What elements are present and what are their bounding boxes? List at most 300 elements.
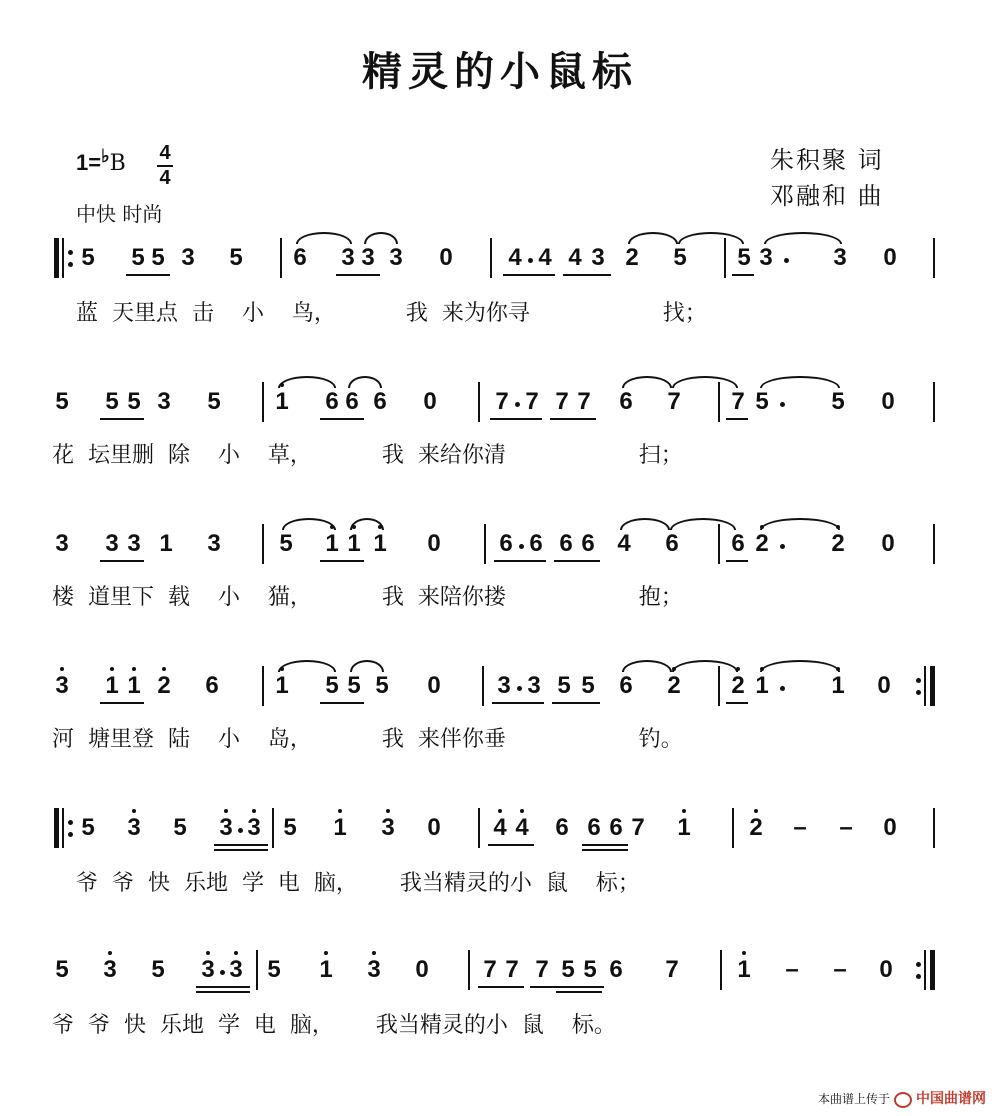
note-digit: 5: [561, 956, 575, 983]
note-digit: 0: [879, 956, 893, 983]
footer-watermark: [818, 1088, 986, 1108]
tie-slur: [364, 232, 398, 244]
tie-slur: [622, 376, 672, 388]
lyric-line-5: 爷 爷 快 乐地 学 电 脑， 我当精灵的小 鼠 标；: [76, 871, 640, 896]
high-octave-dot: [132, 809, 136, 813]
note-digit: 3: [247, 814, 261, 841]
note-digit: 6: [325, 388, 339, 415]
note: [170, 814, 190, 842]
note: [876, 956, 896, 984]
note-digit: 6: [609, 814, 623, 841]
note: [522, 388, 542, 416]
note-digit: 5: [831, 388, 845, 415]
note: [156, 530, 176, 558]
barline: [720, 950, 722, 990]
note-digit: 3: [201, 956, 215, 983]
tie-slur: [282, 518, 336, 530]
note-digit: 6: [345, 388, 359, 415]
note: [878, 388, 898, 416]
note: [342, 388, 362, 416]
lyric-line-3: 楼 道里下 载 小 猫， 我 来陪你搂 抱；: [52, 585, 683, 610]
note: [616, 672, 636, 700]
augmentation-dot: [780, 544, 785, 549]
note-digit: 6: [499, 530, 513, 557]
note-digit: 7: [483, 956, 497, 983]
high-octave-dot: [498, 809, 502, 813]
note: [128, 244, 148, 272]
note-digit: 7: [525, 388, 539, 415]
note-digit: 1: [325, 530, 339, 557]
composer-credit: 邓融和 曲: [770, 182, 884, 210]
note: [272, 388, 292, 416]
note-digit: 6: [373, 388, 387, 415]
note: [578, 672, 598, 700]
note: [578, 530, 598, 558]
note: [78, 244, 98, 272]
note-digit: 5: [557, 672, 571, 699]
augmentation-dot: [517, 686, 522, 691]
note: [492, 388, 512, 416]
note-digit: 1: [737, 956, 751, 983]
note: [574, 388, 594, 416]
note: [370, 388, 390, 416]
note-digit: 0: [881, 530, 895, 557]
note-digit: 2: [831, 530, 845, 557]
note-digit: 3: [105, 530, 119, 557]
note-digit: 4: [515, 814, 529, 841]
note-digit: 6: [619, 388, 633, 415]
note: [226, 244, 246, 272]
note-digit: 4: [538, 244, 552, 271]
tie-slur: [350, 518, 384, 530]
flat-sign: ♭: [101, 146, 110, 166]
note-digit: 7: [731, 388, 745, 415]
note-digit: 2: [625, 244, 639, 271]
note-digit: 3: [833, 244, 847, 271]
note: [344, 672, 364, 700]
note: [622, 244, 642, 272]
note-digit: 4: [617, 530, 631, 557]
high-octave-dot: [520, 809, 524, 813]
note: [664, 672, 684, 700]
note: [322, 530, 342, 558]
note-digit: –: [785, 956, 799, 983]
note-digit: 3: [497, 672, 511, 699]
note-digit: 7: [577, 388, 591, 415]
augmentation-dot: [238, 828, 243, 833]
note: [526, 530, 546, 558]
note-digit: 3: [219, 814, 233, 841]
note: [728, 530, 748, 558]
note: [880, 244, 900, 272]
note-digit: –: [833, 956, 847, 983]
note: [664, 388, 684, 416]
time-signature: [157, 143, 173, 189]
note-digit: 2: [157, 672, 171, 699]
note-digit: 0: [423, 388, 437, 415]
note: [102, 672, 122, 700]
note: [276, 530, 296, 558]
note: [124, 388, 144, 416]
note-digit: 2: [749, 814, 763, 841]
note-digit: 4: [493, 814, 507, 841]
barline: [484, 524, 486, 564]
high-octave-dot: [682, 809, 686, 813]
note: [420, 388, 440, 416]
note: [204, 530, 224, 558]
augmentation-dot: [780, 686, 785, 691]
note-digit: 6: [609, 956, 623, 983]
note-digit: 1: [333, 814, 347, 841]
barline: [718, 524, 720, 564]
note-digit: 0: [427, 672, 441, 699]
tie-slur: [672, 376, 738, 388]
note-digit: 1: [275, 672, 289, 699]
note: [124, 672, 144, 700]
note: [836, 814, 856, 842]
note: [752, 672, 772, 700]
note: [124, 530, 144, 558]
note: [244, 814, 264, 842]
lyric-line-4: 河 塘里登 陆 小 岛， 我 来伴你垂 钓。: [52, 727, 683, 752]
high-octave-dot: [132, 667, 136, 671]
high-octave-dot: [754, 809, 758, 813]
tempo-marking: 中快 时尚: [76, 202, 163, 226]
note-digit: 6: [581, 530, 595, 557]
note: [424, 530, 444, 558]
note: [364, 956, 384, 984]
note-digit: 3: [207, 530, 221, 557]
note: [490, 814, 510, 842]
tie-slur: [278, 376, 336, 388]
note-digit: 1: [831, 672, 845, 699]
note-digit: 5: [81, 244, 95, 271]
note-digit: 6: [559, 530, 573, 557]
note: [552, 388, 572, 416]
note-digit: 7: [555, 388, 569, 415]
tie-slur: [760, 518, 840, 530]
barline: [478, 382, 480, 422]
note: [734, 956, 754, 984]
note: [556, 530, 576, 558]
note: [52, 388, 72, 416]
note: [322, 388, 342, 416]
high-octave-dot: [742, 951, 746, 955]
note-digit: 5: [151, 244, 165, 271]
note: [554, 672, 574, 700]
note-digit: 3: [591, 244, 605, 271]
note-digit: –: [793, 814, 807, 841]
note: [52, 672, 72, 700]
note: [505, 244, 525, 272]
barline: [933, 524, 935, 564]
note-digit: 5: [207, 388, 221, 415]
note: [782, 956, 802, 984]
barline: [490, 238, 492, 278]
music-line-4: [0, 666, 1000, 706]
tie-slur: [670, 518, 736, 530]
barline: [468, 950, 470, 990]
lyric-line-6: 爷 爷 快 乐地 学 电 脑， 我当精灵的小 鼠 标。: [52, 1013, 616, 1038]
note-digit: 3: [367, 956, 381, 983]
note: [154, 672, 174, 700]
tie-slur: [764, 232, 842, 244]
note: [202, 672, 222, 700]
tie-slur: [672, 660, 738, 672]
note-digit: 5: [375, 672, 389, 699]
lyric-line-1: 蓝 天里点 击 小 鸟， 我 来为你寻 找；: [76, 301, 707, 326]
note: [290, 244, 310, 272]
note: [424, 814, 444, 842]
note: [614, 530, 634, 558]
note: [756, 244, 776, 272]
note-digit: 5: [173, 814, 187, 841]
note: [322, 672, 342, 700]
note: [828, 530, 848, 558]
note-digit: 0: [883, 814, 897, 841]
footer-site: 中国曲谱网: [916, 1091, 986, 1107]
lyric-line-2: 花 坛里删 除 小 草， 我 来给你清 扫；: [52, 443, 683, 468]
note: [878, 530, 898, 558]
note-digit: 0: [881, 388, 895, 415]
note: [496, 530, 516, 558]
site-logo-icon: [894, 1092, 912, 1108]
note-digit: 0: [877, 672, 891, 699]
note-digit: 3: [381, 814, 395, 841]
high-octave-dot: [206, 951, 210, 955]
note-digit: 5: [151, 956, 165, 983]
note: [316, 956, 336, 984]
note: [606, 814, 626, 842]
tie-slur: [760, 376, 840, 388]
note: [535, 244, 555, 272]
note-digit: 6: [731, 530, 745, 557]
note-digit: 6: [587, 814, 601, 841]
note-digit: 3: [527, 672, 541, 699]
note: [424, 672, 444, 700]
note-digit: 1: [127, 672, 141, 699]
note: [558, 956, 578, 984]
note-digit: 3: [181, 244, 195, 271]
note-digit: 5: [279, 530, 293, 557]
note-digit: 5: [127, 388, 141, 415]
note-digit: 6: [619, 672, 633, 699]
note: [606, 956, 626, 984]
augmentation-dot: [780, 402, 785, 407]
augmentation-dot: [220, 970, 225, 975]
tie-slur: [760, 660, 840, 672]
note: [100, 956, 120, 984]
note: [728, 672, 748, 700]
note: [198, 956, 218, 984]
time-bottom: 4: [159, 167, 171, 189]
note-digit: 1: [347, 530, 361, 557]
tie-slur: [678, 232, 744, 244]
note: [226, 956, 246, 984]
note-digit: 1: [105, 672, 119, 699]
note: [588, 244, 608, 272]
note: [204, 388, 224, 416]
high-octave-dot: [60, 667, 64, 671]
note-digit: 3: [157, 388, 171, 415]
high-octave-dot: [324, 951, 328, 955]
note: [828, 388, 848, 416]
note: [752, 388, 772, 416]
note: [728, 388, 748, 416]
note-digit: 3: [361, 244, 375, 271]
note-digit: 1: [319, 956, 333, 983]
barline: [933, 238, 935, 278]
song-title: 精灵的小鼠标: [362, 48, 638, 95]
barline: [262, 524, 264, 564]
augmentation-dot: [784, 258, 789, 263]
music-line-3: [0, 524, 1000, 564]
note: [670, 244, 690, 272]
note-digit: 3: [103, 956, 117, 983]
note: [124, 814, 144, 842]
note-digit: 5: [105, 388, 119, 415]
note: [628, 814, 648, 842]
barline: [262, 382, 264, 422]
key-signature: [76, 146, 126, 176]
note-digit: 2: [731, 672, 745, 699]
note: [102, 388, 122, 416]
note: [752, 530, 772, 558]
barline: [280, 238, 282, 278]
barline: [724, 238, 726, 278]
note-digit: 6: [555, 814, 569, 841]
note-digit: 0: [883, 244, 897, 271]
note-digit: 0: [427, 530, 441, 557]
high-octave-dot: [252, 809, 256, 813]
note: [358, 244, 378, 272]
note: [552, 814, 572, 842]
note: [580, 956, 600, 984]
footer-text: 本曲谱上传于: [817, 1092, 890, 1106]
augmentation-dot: [519, 544, 524, 549]
note-digit: 3: [341, 244, 355, 271]
barline: [482, 666, 484, 706]
note-digit: 3: [759, 244, 773, 271]
note-digit: 3: [55, 672, 69, 699]
note: [662, 530, 682, 558]
note: [154, 388, 174, 416]
note-digit: 5: [755, 388, 769, 415]
high-octave-dot: [162, 667, 166, 671]
note-digit: 1: [275, 388, 289, 415]
note: [616, 388, 636, 416]
note-digit: –: [839, 814, 853, 841]
note: [412, 956, 432, 984]
tie-slur: [622, 660, 672, 672]
note: [178, 244, 198, 272]
note: [370, 530, 390, 558]
note: [830, 956, 850, 984]
note-digit: 2: [755, 530, 769, 557]
high-octave-dot: [386, 809, 390, 813]
note-digit: 6: [293, 244, 307, 271]
note: [674, 814, 694, 842]
music-line-2: [0, 382, 1000, 422]
note: [216, 814, 236, 842]
high-octave-dot: [110, 667, 114, 671]
music-line-6: [0, 950, 1000, 990]
note: [790, 814, 810, 842]
barline: [478, 808, 480, 848]
note-digit: 3: [229, 956, 243, 983]
note-digit: 6: [529, 530, 543, 557]
note: [436, 244, 456, 272]
music-line-1: [0, 238, 1000, 278]
lyricist-credit: 朱积聚 词: [770, 146, 884, 174]
barline: [933, 382, 935, 422]
note: [344, 530, 364, 558]
note-digit: 3: [55, 530, 69, 557]
note: [524, 672, 544, 700]
augmentation-dot: [528, 258, 533, 263]
note-digit: 2: [667, 672, 681, 699]
tie-slur: [296, 232, 352, 244]
note: [338, 244, 358, 272]
note-digit: 5: [267, 956, 281, 983]
note-digit: 4: [508, 244, 522, 271]
note-digit: 5: [55, 388, 69, 415]
note: [102, 530, 122, 558]
barline: [272, 808, 274, 848]
tie-slur: [348, 376, 382, 388]
barline: [718, 382, 720, 422]
tie-slur: [620, 518, 670, 530]
key-note: B: [109, 151, 126, 176]
note-digit: 7: [505, 956, 519, 983]
note-digit: 1: [755, 672, 769, 699]
note-digit: 5: [581, 672, 595, 699]
note-digit: 7: [665, 956, 679, 983]
note-digit: 1: [373, 530, 387, 557]
barline: [256, 950, 258, 990]
note: [494, 672, 514, 700]
note-digit: 0: [427, 814, 441, 841]
note-digit: 3: [389, 244, 403, 271]
note: [148, 244, 168, 272]
note-digit: 5: [737, 244, 751, 271]
tie-slur: [350, 660, 384, 672]
high-octave-dot: [108, 951, 112, 955]
note-digit: 7: [495, 388, 509, 415]
note-digit: 7: [667, 388, 681, 415]
note-digit: 0: [415, 956, 429, 983]
note: [372, 672, 392, 700]
note: [78, 814, 98, 842]
note: [830, 244, 850, 272]
high-octave-dot: [234, 951, 238, 955]
note: [532, 956, 552, 984]
note: [52, 956, 72, 984]
music-line-5: [0, 808, 1000, 848]
note-digit: 4: [568, 244, 582, 271]
note-digit: 7: [631, 814, 645, 841]
high-octave-dot: [338, 809, 342, 813]
note: [565, 244, 585, 272]
note: [280, 814, 300, 842]
note: [734, 244, 754, 272]
tie-slur: [278, 660, 336, 672]
time-top: 4: [159, 142, 171, 164]
note-digit: 5: [131, 244, 145, 271]
note: [52, 530, 72, 558]
note: [148, 956, 168, 984]
note: [874, 672, 894, 700]
